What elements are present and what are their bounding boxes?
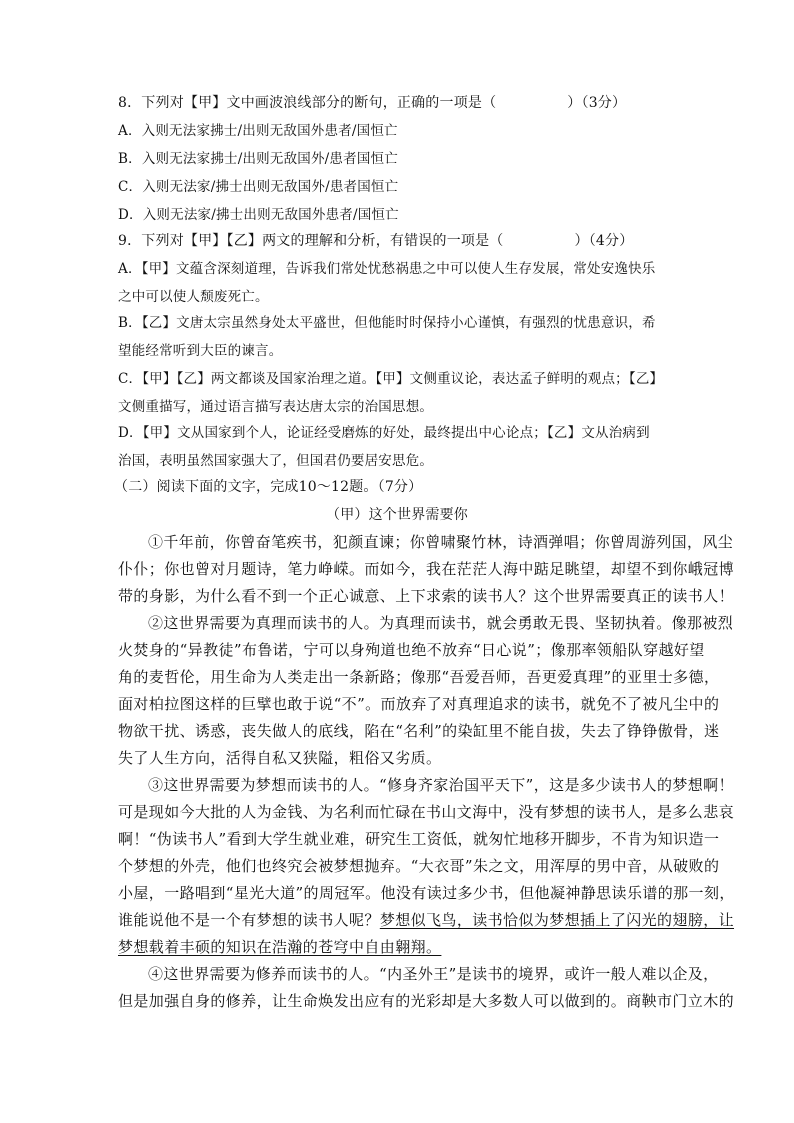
question-9-option-d: D．【甲】文从国家到个人，论证经受磨炼的好处，最终提出中心论点；【乙】文从治病到 bbox=[118, 425, 650, 441]
paragraph-1-line: ①千年前，你曾奋笔疾书，犯颜直谏；你曾啸聚竹林，诗酒弹唱；你曾周游列国，风尘 bbox=[148, 533, 734, 551]
paragraph-2-line: ②这世界需要为真理而读书的人。为真理而读书，就会勇敢无畏、坚韧执着。像那被烈 bbox=[148, 614, 734, 632]
paragraph-2-line: 面对柏拉图这样的巨擘也敢于说“不”。而放弃了对真理追求的读书，就免不了被凡尘中的 bbox=[118, 695, 720, 713]
question-9-option-d-cont: 治国，表明虽然国家强大了，但国君仍要居安思危。 bbox=[118, 453, 434, 469]
paragraph-3-line: ③这世界需要为梦想而读书的人。“修身齐家治国平天下”，这是多少读书人的梦想啊！ bbox=[148, 776, 734, 794]
underlined-sentence: 梦想似飞鸟，读书恰似为梦想插上了闪光的翅膀，让 bbox=[379, 911, 735, 929]
paragraph-3-text: 谁能说他不是一个有梦想的读书人呢？ bbox=[118, 911, 380, 929]
paragraph-4-line: 但是加强自身的修养，让生命焕发出应有的光彩却是大多数人可以做到的。商鞅市门立木的 bbox=[118, 992, 735, 1010]
paragraph-3-line bbox=[118, 911, 734, 929]
question-9-option-c: C．【甲】【乙】两文都谈及国家治理之道。【甲】文侧重议论，表达孟子鲜明的观点；【乙】 bbox=[118, 371, 664, 387]
question-9-option-b-cont: 望能经常听到大臣的谏言。 bbox=[118, 343, 283, 359]
paragraph-3-line: 啊！“伪读书人”看到大学生就业难，研究生工资低，就匆忙地移开脚步，不肯为知识造一 bbox=[118, 830, 720, 848]
paragraph-2-line: 火焚身的“异教徒”布鲁诺，宁可以身殉道也绝不放弃“日心说”；像那率领船队穿越好望 bbox=[118, 641, 705, 659]
question-9-stem: 9．下列对【甲】【乙】两文的理解和分析，有错误的一项是（ ）（4分） bbox=[118, 233, 634, 249]
paragraph-2-line: 角的麦哲伦，用生命为人类走出一条新路；像那“吾爱吾师，吾更爱真理”的亚里士多德， bbox=[118, 668, 720, 686]
section-2-heading: （二）阅读下面的文字，完成10～12题。（7分） bbox=[114, 479, 423, 495]
paragraph-3-line: 可是现如今大批的人为金钱、为名利而忙碌在书山文海中，没有梦想的读书人，是多么悲哀 bbox=[118, 803, 735, 821]
question-9-option-b: B．【乙】文唐太宗虽然身处太平盛世，但他能时时保持小心谨慎，有强烈的忧患意识，希 bbox=[118, 315, 656, 331]
question-8-stem: 8．下列对【甲】文中画波浪线部分的断句，正确的一项是（ ）（3分） bbox=[118, 95, 627, 111]
question-9-option-a: A．【甲】文蕴含深刻道理，告诉我们常处忧愁祸患之中可以使人生存发展，常处安逸快乐 bbox=[118, 261, 656, 277]
question-8-option-a: A．入则无法家拂士/出则无敌国外患者/国恒亡 bbox=[118, 123, 398, 139]
question-8-option-c: C．入则无法家/拂士出则无敌国外/患者国恒亡 bbox=[118, 179, 399, 195]
paragraph-1-line: 仆仆；你也曾对月题诗，笔力峥嵘。而如今，我在茫茫人海中踮足眺望，却望不到你峨冠博 bbox=[118, 560, 735, 578]
underlined-sentence: 梦想载着丰硕的知识在浩瀚的苍穹中自由翱翔。 bbox=[118, 938, 442, 956]
question-9-option-c-cont: 文侧重描写，通过语言描写表达唐太宗的治国思想。 bbox=[118, 399, 434, 415]
paragraph-3-line: 小屋，一路唱到“星光大道”的周冠军。他没有读过多少书，但他凝神静思读乐谱的那一刻， bbox=[118, 884, 735, 902]
question-8-option-d: D．入则无法家/拂士出则无敌国外患者/国恒亡 bbox=[118, 207, 399, 223]
paragraph-2-line: 失了人生方向，活得自私又狭隘，粗俗又劣质。 bbox=[118, 749, 442, 767]
question-9-option-a-cont: 之中可以使人颓废死亡。 bbox=[118, 289, 269, 305]
paragraph-3-line bbox=[118, 938, 441, 956]
paragraph-1-line: 带的身影，为什么看不到一个正心诚意、上下求索的读书人？这个世界需要真正的读书人！ bbox=[118, 587, 735, 605]
paragraph-4-line: ④这世界需要为修养而读书的人。“内圣外王”是读书的境界，或许一般人难以企及， bbox=[148, 965, 719, 983]
question-8-option-b: B．入则无法家拂士/出则无敌国外/患者国恒亡 bbox=[118, 151, 398, 167]
paragraph-3-line: 个梦想的外壳，他们也终究会被梦想抛弃。“大衣哥”朱之文，用浑厚的男中音，从破败的 bbox=[118, 857, 720, 875]
passage-title: （甲）这个世界需要你 bbox=[326, 507, 468, 523]
paragraph-2-line: 物欲干扰、诱惑，丧失做人的底线，陷在“名利”的染缸里不能自拔，失去了铮铮傲骨，迷 bbox=[118, 722, 720, 740]
